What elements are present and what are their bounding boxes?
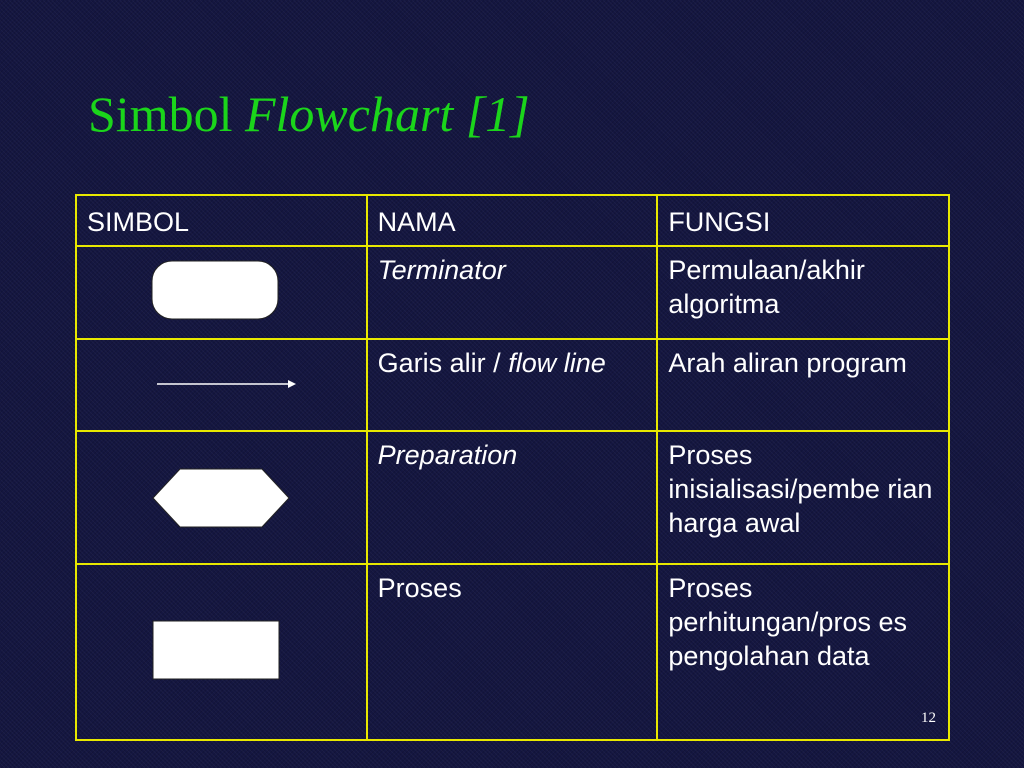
symbol-cell [76,339,367,431]
table-header-row [76,195,949,246]
fungsi-cell: Arah aliran program [657,339,949,431]
title-plain: Simbol [88,86,245,142]
preparation-hexagon-icon [152,468,290,528]
nama-cell [367,339,658,431]
flow-line-arrow-icon [157,377,297,391]
nama-text: Proses [377,573,462,603]
title-italic: Flowchart [1] [244,86,530,142]
header-fungsi: FUNGSI [657,195,949,246]
symbol-cell [76,431,367,564]
fungsi-cell: Proses perhitungan/pros es pengolahan data [657,564,949,740]
page-number: 12 [921,710,936,726]
nama-text: Terminator [377,255,506,285]
process-rectangle-icon [152,620,280,680]
flowchart-symbol-table [75,194,950,741]
fungsi-cell: Proses inisialisasi/pembe rian harga awal [657,431,949,564]
table-row [76,431,949,564]
table-row [76,564,949,740]
header-simbol: SIMBOL [76,195,367,246]
nama-cell [367,564,658,740]
nama-text-italic: flow line [508,348,606,378]
nama-text-plain: Garis alir / [377,348,509,378]
nama-cell [367,431,658,564]
symbol-cell [76,564,367,740]
fungsi-cell: Permulaan/akhir algoritma [657,246,949,339]
nama-text: Preparation [377,440,518,470]
nama-cell [367,246,658,339]
symbol-cell [76,246,367,339]
terminator-icon [151,260,279,320]
header-nama: NAMA [367,195,658,246]
slide-title [88,84,530,144]
table-row [76,246,949,339]
table-row [76,339,949,431]
